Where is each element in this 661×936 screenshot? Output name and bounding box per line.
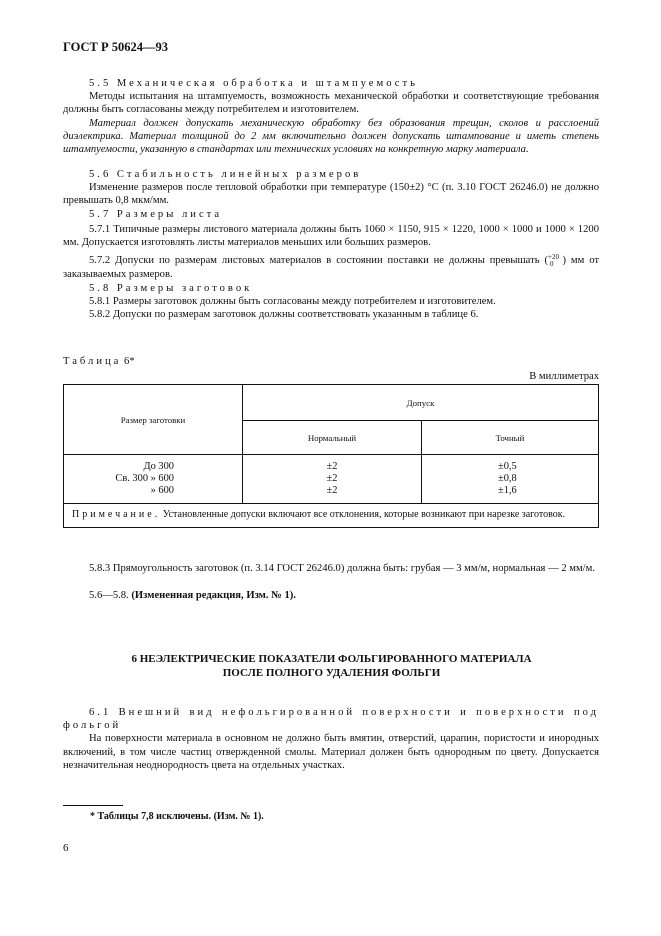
tolerance-sub: 0	[549, 259, 554, 268]
tolerance-sup: +20	[548, 252, 559, 261]
section-5-7	[63, 208, 599, 281]
table-cell: ±2	[326, 461, 338, 472]
table-6-caption	[63, 355, 135, 368]
section-5-6	[63, 168, 599, 208]
amendment-text: (Измененная редакция, Изм. № 1).	[131, 590, 296, 601]
amendment-range: 5.6—5.8.	[89, 590, 129, 601]
table-cell: ±0,8	[498, 473, 517, 484]
table-cell: ±1,6	[498, 485, 517, 496]
section-5-5-title: 5.5 Механическая обработка и штампуемость	[89, 78, 418, 89]
section-5-8-1: 5.8.1 Размеры заготовок должны быть согласованы между потребителем и изготовителем.	[89, 296, 496, 308]
table-note	[64, 504, 599, 528]
section-5-8-title: 5.8 Размеры заготовок	[89, 283, 253, 294]
table-row: Св. 300 » 600	[115, 473, 174, 484]
section-6-heading: 6 НЕЭЛЕКТРИЧЕСКИЕ ПОКАЗАТЕЛИ ФОЛЬГИРОВАННОГО МАТЕРИАЛА ПОСЛЕ ПОЛНОГО УДАЛЕНИЯ ФОЛЬГИ	[131, 653, 532, 679]
footnote-divider	[63, 805, 123, 806]
header-exact: Точный	[422, 421, 599, 455]
header-normal: Нормальный	[243, 421, 422, 455]
footnote: * Таблицы 7,8 исключены. (Изм. № 1).	[90, 811, 264, 822]
normal-column	[243, 455, 422, 504]
section-5-7-1: 5.7.1 Типичные размеры листового материала должны быть 1060 × 1150, 915 × 1220, 1000 × 1000 и 1000 × 1200 мм. Допускается изготовлять листы материалов меньших или больших размеров.	[63, 224, 599, 249]
table-cell: ±2	[326, 485, 338, 496]
section-5-7-2-end: мм от заказываемых размеров.	[63, 254, 599, 280]
amendment-note	[63, 589, 599, 602]
section-6-1-title: 6.1 Внешний вид нефольгированной поверхности и поверхности под фольгой	[63, 707, 599, 732]
exact-column	[422, 455, 599, 504]
table-row: » 600	[150, 485, 174, 496]
section-5-8-3: 5.8.3 Прямоугольность заготовок (п. 3.14 ГОСТ 26246.0) должна быть: грубая — 3 мм/м, нормальная — 2 мм/м.	[89, 563, 595, 574]
section-6-1	[63, 706, 599, 772]
section-5-6-text: Изменение размеров после тепловой обработки при температуре (150±2) °С (п. 3.10 ГОСТ 26246.0) не должно превышать 0,8 мкм/мм.	[63, 182, 599, 207]
table-caption-label: Таблица	[63, 356, 122, 367]
table-6	[63, 384, 599, 528]
section-5-8	[63, 282, 599, 322]
section-5-7-title: 5.7 Размеры листа	[89, 209, 223, 220]
header-size: Размер заготовки	[64, 385, 243, 455]
table-cell: ±2	[326, 473, 338, 484]
page-number: 6	[63, 842, 69, 854]
section-5-5-italic: Материал должен допускать механическую обработку без образования трещин, сколов и расслоений диэлектрика. Материал толщиной до 2 мм включительно должен допускать штампование и иметь степень штампуемости, указанную в стандартах или технических условиях на конкретную марку материала.	[63, 117, 599, 156]
table-row: До 300	[143, 461, 174, 472]
section-5-7-2-text: 5.7.2 Допуски по размерам листовых материалов в состоянии поставки не должны превышать	[89, 254, 540, 266]
section-5-5	[63, 77, 599, 156]
note-text: Установленные допуски включают все отклонения, которые возникают при нарезке заготовок.	[162, 509, 566, 520]
section-6-1-text: На поверхности материала в основном не должно быть вмятин, отверстий, царапин, пористости и инородных включений, в том числе частиц отвержденной смолы. Материал должен быть однородным по цвету. Допускается незначительная неоднородность цвета на отдельных участках.	[63, 733, 599, 771]
table-6-units: В миллиметрах	[529, 371, 599, 382]
table-cell: ±0,5	[498, 461, 517, 472]
size-column	[64, 455, 243, 504]
section-5-5-text: Методы испытания на штампуемость, возможность механической обработки и соответствующие требования должны быть согласованы между потребителем и изготовителем.	[63, 91, 599, 116]
header-tolerance: Допуск	[243, 385, 599, 421]
section-5-6-title: 5.6 Стабильность линейных размеров	[89, 169, 362, 180]
section-5-8-2: 5.8.2 Допуски по размерам заготовок должны соответствовать указанным в таблице 6.	[89, 309, 479, 321]
section-5-7-2: 5.7.2 Допуски по размерам листовых материалов в состоянии поставки не должны превышать ($^{+20}_0$ ) мм от заказываемых размеров.	[63, 252, 599, 280]
note-label: Примечание.	[72, 509, 161, 520]
document-header: ГОСТ Р 50624—93	[63, 40, 169, 54]
table-caption-number: 6*	[124, 356, 135, 367]
